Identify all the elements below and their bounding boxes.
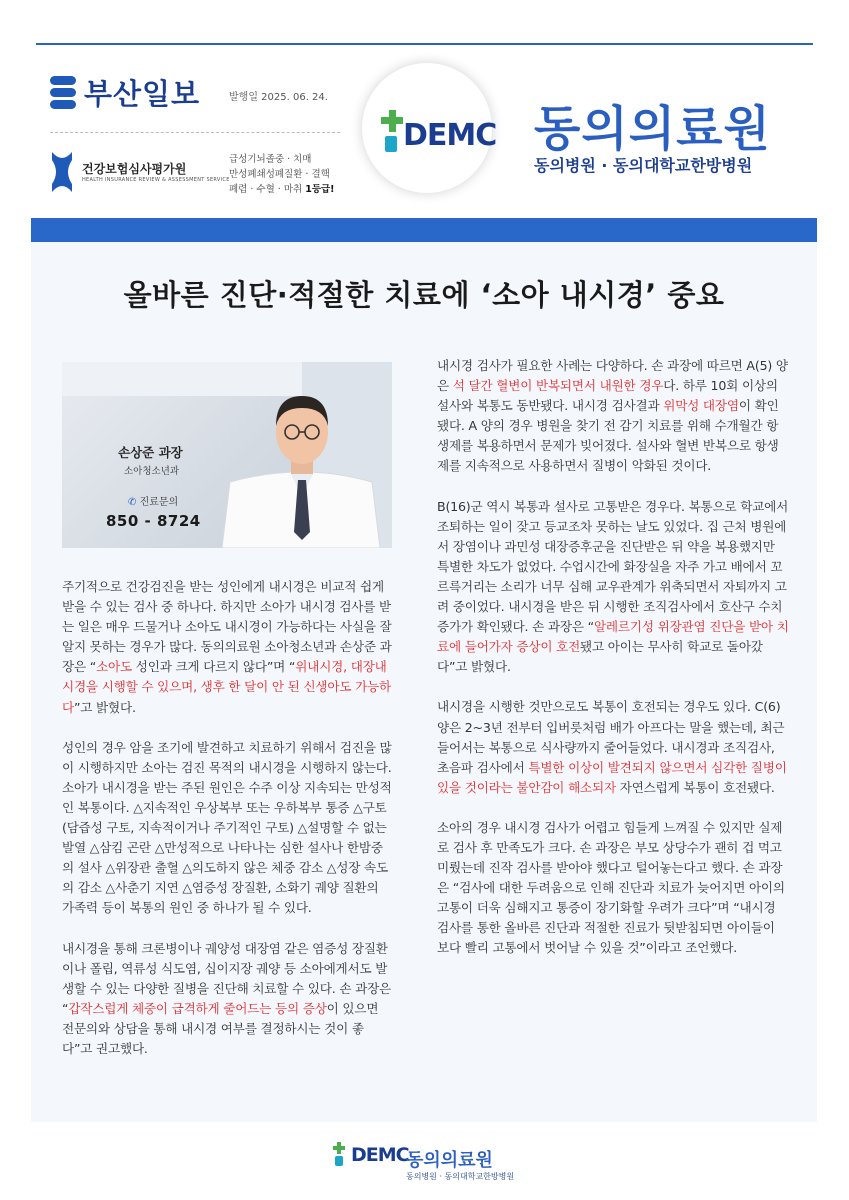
inquiry-phone: 850 - 8724 [106,512,201,530]
drop-icon [385,136,397,152]
hospital-subtitle: 동의병원 · 동의대학교한방병원 [534,156,753,175]
busan-ilbo-logo [50,72,200,113]
hospital-title: 동의의료원 [534,101,771,157]
footer-hospital-subtitle: 동의병원 · 동의대학교한방병원 [406,1172,515,1181]
agency-name: 건강보험심사평가원 [82,162,187,176]
paragraph: 내시경을 시행한 것만으로도 복통이 호전되는 경우도 있다. C(6) 양은 2~3년 전부터 입버릇처럼 배가 아프다는 말을 했는데, 최근 들어서는 복통으로 식사량까지 줄어들었다. 내시경과 조직검사, 초음파 검사에서 특별한 이상이 발견되지 않으면서 심각한 질병이 있을 것이라는 불안감이 해소되자 자연스럽게 복통이 호전됐다. [437,699,787,795]
paragraph: 주기적으로 건강검진을 받는 성인에게 내시경은 비교적 쉽게 받을 수 있는 검사 중 하나다. 하지만 소아가 내시경 검사를 받는 일은 매우 드물거나 소아도 내시경이 가능하다는 사실을 잘 알지 못하는 경우가 많다. 동의의료원 소아청소년과 손상준 과장은 “소아도 성인과 크게 다르지 않다”며 “위내시경, 대장내시경을 시행할 수 있으며, 생후 한 달이 안 된 신생아도 가능하다”고 밝혔다. [62,579,392,715]
grade-badge: 1등급! [305,184,335,195]
grade-line: 급성기뇌졸중 · 치매 [229,154,312,165]
hira-emblem-icon [50,150,74,194]
publication-date: 발행일 2025. 06. 24. [229,92,328,103]
paragraph: 내시경을 통해 크론병이나 궤양성 대장염 같은 염증성 장질환이나 폴립, 역류성 식도염, 십이지장 궤양 등 소아에게서도 발생할 수 있는 다양한 질병을 진단해 치료할 수 있다. 손 과장은 “갑작스럽게 체중이 급격하게 줄어드는 등의 증상이 있으면 전문의와 상담을 통해 내시경 여부를 결정하시는 것이 좋다”고 권고했다. [62,940,392,1056]
grade-line: 만성폐쇄성폐질환 · 결핵 [229,169,330,180]
grade-line: 폐렴 · 수혈 · 마취 1등급! [229,184,335,195]
hira-logo [50,150,230,194]
busan-ilbo-emblem-icon [50,76,76,110]
inquiry-label: ✆ 진료문의 [128,497,179,508]
phone-icon: ✆ [128,497,137,508]
paragraph: 소아의 경우 내시경 검사가 어렵고 힘들게 느껴질 수 있지만 실제로 검사 후 만족도가 크다. 손 과장은 부모 상당수가 괜히 겁 먹고 미뤘는데 진작 검사를 받아야 했다고 털어놓는다고 했다. 손 과장은 “검사에 대한 두려움으로 인해 진단과 치료가 늦어지면 아이의 고통이 더욱 심해지고 통증이 장기화할 우려가 크다”며 “내시경 검사를 통한 올바른 진단과 적절한 진료가 뒷받침되면 아이들이 보다 빨리 고통에서 벗어날 수 있을 것”이라고 조언했다. [437,819,785,956]
footer-demc-text: DEMC [351,1144,409,1166]
top-rule [36,43,813,45]
article-left-column [62,577,392,1079]
demc-text: DEMC [403,118,497,153]
footer-hospital-name: 동의의료원 [406,1150,493,1171]
grade-list [229,152,335,197]
paragraph: 내시경 검사가 필요한 사례는 다양하다. 손 과장에 따르면 A(5) 양은 석 달간 혈변이 반복되면서 내원한 경우다. 하루 10회 이상의 설사와 복통도 동반됐다. 내시경 검사결과 위막성 대장염이 확인됐다. A 양의 경우 병원을 찾기 전 감기 치료를 위해 수개월간 항생제를 복용하면서 문제가 빚어졌다. 설사와 혈변 반복으로 항생제를 지속적으로 사용하면서 질병이 악화된 것이다. [437,358,788,474]
newspaper-name: 부산일보 [84,77,201,111]
agency-english-name: HEALTH INSURANCE REVIEW & ASSESSMENT SERVICE [82,177,230,183]
doctor-department: 소아청소년과 [124,466,180,477]
paragraph: B(16)군 역시 복통과 설사로 고통받은 경우다. 복통으로 학교에서 조퇴하는 일이 잦고 등교조차 못하는 날도 있었다. 집 근처 병원에서 장염이나 과민성 대장증후군을 진단받은 뒤 약을 복용했지만 특별한 차도가 없었다. 수업시간에 화장실을 자주 가고 배에서 꼬르륵거리는 소리가 너무 심해 교우관계가 위축되면서 자퇴까지 고려 중이었다. 내시경을 받은 뒤 시행한 조직검사에서 호산구 수치 증가가 확인됐다. 손 과장은 “알레르기성 위장관염 진단을 받아 치료에 들어가자 증상이 호전됐고 아이는 무사히 학교로 돌아갔다”고 밝혔다. [437,498,789,675]
article-top-bar [31,218,817,242]
paragraph: 성인의 경우 암을 조기에 발견하고 치료하기 위해서 검진을 많이 시행하지만 소아는 검진 목적의 내시경을 시행하지 않는다. 소아가 내시경을 받는 주된 원인은 수주 이상 지속되는 만성적인 복통이다. △지속적인 우상복부 또는 우하복부 통증 △구토(담즙성 구토, 지속적이거나 주기적인 구토) △설명할 수 없는 발열 △삼킴 곤란 △만성적으로 나타나는 심한 설사나 한밤중의 설사 △위장관 출혈 △의도하지 않은 체중 감소 △성장 속도의 감소 △사춘기 지연 △염증성 장질환, 소화기 궤양 질환의 가족력 등이 복통의 원인 중 하나가 될 수 있다. [62,739,392,916]
article-right-column [437,356,789,979]
doctor-name: 손상준 과장 [118,445,183,460]
article-headline: 올바른 진단·적절한 치료에 ‘소아 내시경’ 중요 [123,278,725,312]
dotted-divider [50,132,340,133]
drop-icon [335,1156,343,1166]
